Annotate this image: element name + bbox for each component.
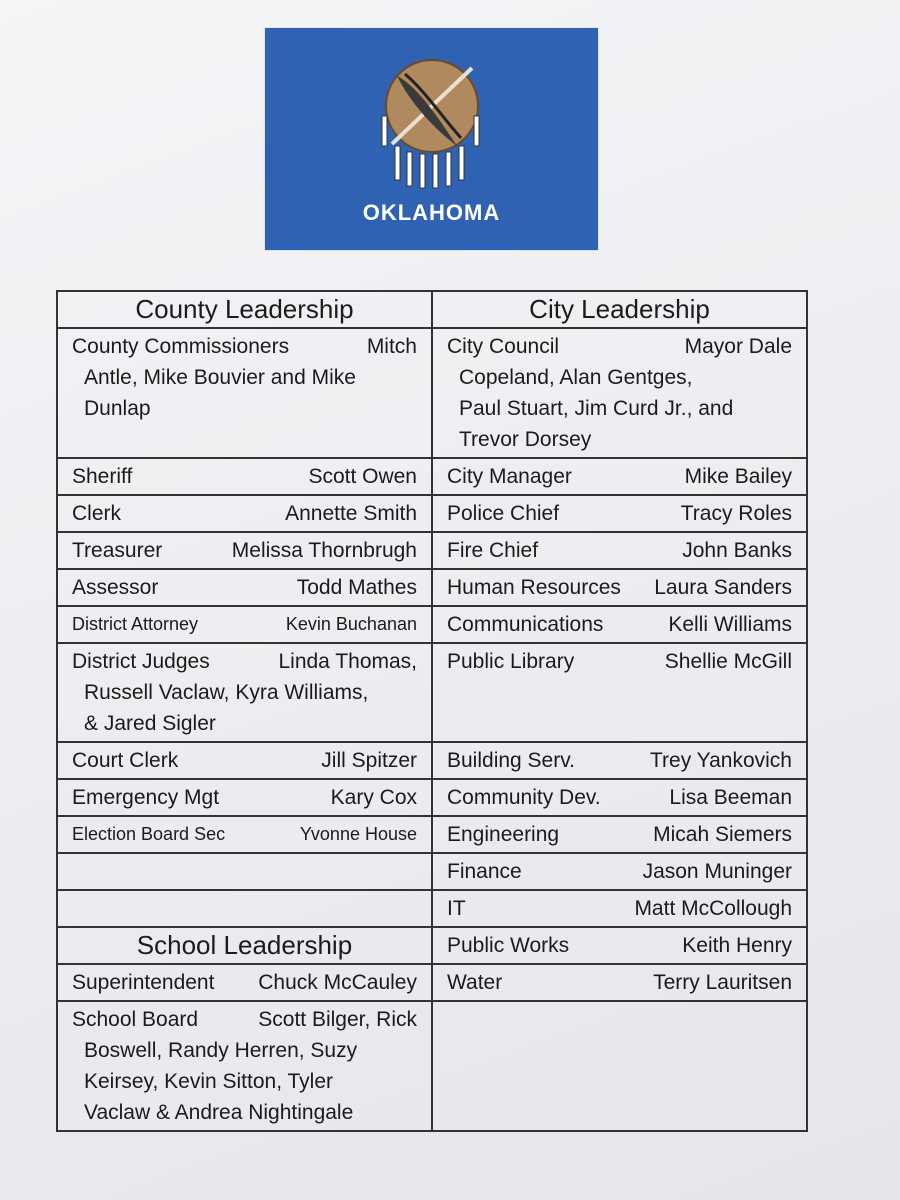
court-clerk-cell — [57, 742, 432, 779]
communications-cell — [432, 606, 807, 643]
officeholder: Mayor Dale — [684, 335, 792, 358]
office-title: City Council — [447, 335, 560, 358]
office-title: Public Works — [447, 934, 570, 957]
officeholder: Annette Smith — [285, 502, 417, 525]
officeholder: Laura Sanders — [654, 576, 792, 599]
officeholder: Mitch — [366, 335, 417, 358]
officeholder: Jason Muninger — [642, 860, 792, 883]
office-title: Police Chief — [447, 502, 560, 525]
officeholder: Yvonne House — [299, 824, 417, 844]
officeholder: Shellie McGill — [664, 650, 792, 673]
assessor-cell — [57, 569, 432, 606]
office-title: County Commissioners — [72, 335, 290, 358]
officeholder: Todd Mathes — [296, 576, 417, 599]
empty-cell — [432, 1001, 807, 1131]
office-title: Community Dev. — [447, 786, 601, 809]
office-title: Clerk — [72, 502, 122, 525]
school-leadership-heading: School Leadership — [57, 927, 432, 964]
sheriff-cell — [57, 458, 432, 495]
officeholder: Melissa Thornbrugh — [231, 539, 417, 562]
treasurer-cell — [57, 532, 432, 569]
office-title: Finance — [447, 860, 522, 883]
clerk-cell — [57, 495, 432, 532]
community-dev-cell — [432, 779, 807, 816]
officeholder: Kelli Williams — [668, 613, 792, 636]
superintendent-cell — [57, 964, 432, 1001]
office-title: Fire Chief — [447, 539, 539, 562]
empty-cell — [57, 853, 432, 890]
public-works-cell — [432, 927, 807, 964]
building-services-cell — [432, 742, 807, 779]
officeholder: Trey Yankovich — [649, 749, 792, 772]
officeholder: Keith Henry — [682, 934, 792, 957]
district-attorney-cell — [57, 606, 432, 643]
it-cell — [432, 890, 807, 927]
officeholder: Trevor Dorsey — [459, 428, 592, 451]
officeholder: Russell Vaclaw, Kyra Williams, — [84, 681, 369, 704]
city-council-cell — [432, 328, 807, 458]
officeholder: Vaclaw & Andrea Nightingale — [84, 1101, 354, 1124]
engineering-cell — [432, 816, 807, 853]
officeholder: Tracy Roles — [680, 502, 792, 525]
officeholder: Linda Thomas, — [278, 650, 417, 673]
officeholder: Lisa Beeman — [669, 786, 792, 809]
officeholder: Antle, Mike Bouvier and Mike — [84, 366, 356, 389]
officeholder: Scott Owen — [308, 465, 417, 488]
public-library-cell — [432, 643, 807, 742]
leadership-table — [56, 290, 808, 1132]
office-title: Superintendent — [72, 971, 215, 994]
election-board-cell — [57, 816, 432, 853]
officeholder: Kevin Buchanan — [285, 614, 417, 634]
osage-shield-icon — [377, 56, 487, 196]
water-cell — [432, 964, 807, 1001]
empty-cell — [57, 890, 432, 927]
office-title: Treasurer — [72, 539, 163, 562]
officeholder: Micah Siemers — [653, 823, 792, 846]
office-title: District Judges — [72, 650, 210, 673]
officeholder: Kary Cox — [330, 786, 417, 809]
office-title: Court Clerk — [72, 749, 179, 772]
district-judges-cell — [57, 643, 432, 742]
officeholder: & Jared Sigler — [84, 712, 216, 735]
county-commissioners-cell — [57, 328, 432, 458]
officeholder: Dunlap — [84, 397, 151, 420]
office-title: District Attorney — [72, 614, 199, 634]
office-title: Emergency Mgt — [72, 786, 220, 809]
officeholder: Mike Bailey — [684, 465, 792, 488]
office-title: City Manager — [447, 465, 572, 488]
office-title: School Board — [72, 1008, 199, 1031]
office-title: Assessor — [72, 576, 159, 599]
human-resources-cell — [432, 569, 807, 606]
oklahoma-flag — [265, 28, 598, 250]
flag-label: OKLAHOMA — [362, 200, 501, 225]
officeholder: Jill Spitzer — [321, 749, 417, 772]
county-leadership-heading: County Leadership — [57, 291, 432, 328]
officeholder: Copeland, Alan Gentges, — [459, 366, 693, 389]
officeholder: Keirsey, Kevin Sitton, Tyler — [84, 1070, 333, 1093]
officeholder: Chuck McCauley — [258, 971, 417, 994]
officeholder: Matt McCollough — [634, 897, 792, 920]
office-title: Public Library — [447, 650, 575, 673]
finance-cell — [432, 853, 807, 890]
officeholder: Boswell, Randy Herren, Suzy — [84, 1039, 358, 1062]
city-manager-cell — [432, 458, 807, 495]
office-title: Human Resources — [447, 576, 621, 599]
city-leadership-heading: City Leadership — [432, 291, 807, 328]
officeholder: Scott Bilger, Rick — [258, 1008, 417, 1031]
office-title: Sheriff — [72, 465, 133, 488]
office-title: Communications — [447, 613, 604, 636]
officeholder: Terry Lauritsen — [653, 971, 792, 994]
office-title: Election Board Sec — [72, 824, 226, 844]
officeholder: Paul Stuart, Jim Curd Jr., and — [459, 397, 734, 420]
office-title: Water — [447, 971, 503, 994]
office-title: IT — [447, 897, 466, 920]
office-title: Engineering — [447, 823, 560, 846]
school-board-cell — [57, 1001, 432, 1131]
police-chief-cell — [432, 495, 807, 532]
emergency-mgt-cell — [57, 779, 432, 816]
fire-chief-cell — [432, 532, 807, 569]
office-title: Building Serv. — [447, 749, 576, 772]
officeholder: John Banks — [682, 539, 792, 562]
